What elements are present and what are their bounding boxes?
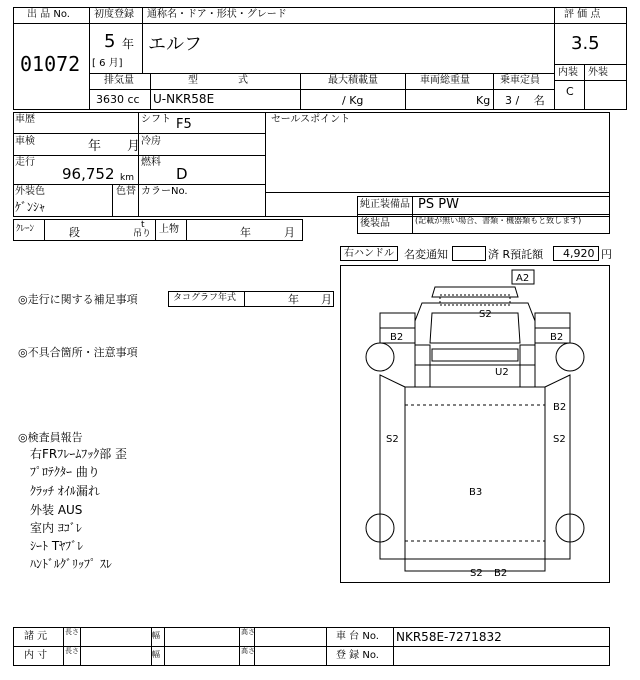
recycle-amount: 4,920 — [563, 247, 595, 260]
recycle-unit: 円 — [601, 248, 612, 261]
fuel-value: D — [176, 165, 188, 183]
diagram-mark: U2 — [495, 367, 509, 378]
first-reg-label: 初度登録 — [94, 9, 134, 20]
capacity-label: 乗車定員 — [500, 75, 540, 86]
lift-label: 吊り — [133, 229, 152, 239]
mileage-label: 走行 — [15, 157, 35, 168]
width-label: 幅 — [152, 650, 160, 659]
rating-value: 3.5 — [571, 33, 600, 54]
damage-diagram — [340, 265, 610, 583]
year-unit: 年 — [122, 37, 135, 51]
gross-weight-label: 車両総重量 — [420, 75, 470, 86]
length-label: 長さ — [65, 628, 79, 636]
color-code-label: カラーNo. — [141, 186, 188, 197]
shift-value: F5 — [176, 117, 192, 132]
chassis-number: NKR58E-7271832 — [396, 630, 502, 644]
diagram-mark: B2 — [494, 568, 508, 579]
diagram-mark: B3 — [469, 487, 483, 498]
mileage-unit: km — [120, 173, 134, 183]
fuel-label: 燃料 — [141, 157, 161, 168]
dimensions-label: 内 寸 — [24, 650, 48, 661]
rating-label: 評 価 点 — [564, 9, 601, 20]
displacement-value: 3630 cc — [96, 93, 140, 106]
registration-label: 登 録 No. — [336, 650, 379, 661]
diagram-mark: S2 — [553, 434, 566, 445]
report-line: ｼｰﾄ Tﾔﾌﾞﾚ — [30, 539, 84, 553]
model-label: 型 式 — [188, 75, 248, 86]
recycle-label: 済 R預託額 — [488, 248, 544, 261]
inspection-label: 車検 — [15, 136, 35, 147]
stage-label: 段 — [69, 226, 80, 239]
tachograph-label: タコグラフ年式 — [173, 293, 237, 303]
lot-number: 01072 — [20, 52, 81, 76]
report-line: ﾊﾝﾄﾞﾙｸﾞﾘｯﾌﾟ ｽﾚ — [30, 557, 112, 571]
max-load-label: 最大積載量 — [328, 75, 378, 86]
height-label: 高さ — [241, 628, 255, 636]
interior-grade: C — [566, 85, 574, 98]
history-label: 車歴 — [15, 114, 35, 125]
exterior-label: 外装 — [588, 67, 608, 78]
diagram-mark: S2 — [479, 309, 492, 320]
exterior-color-value: ｹﾞﾝｼｬ — [15, 200, 46, 214]
crane-label: ｸﾚｰﾝ — [16, 224, 35, 234]
vehicle-label: 通称名・ドア・形状・グレード — [147, 9, 287, 20]
gross-weight-value: Kg — [476, 94, 491, 107]
rhd-label: 右ハンドル — [344, 248, 394, 259]
driving-notes-label: ◎走行に関する補足事項 — [18, 293, 138, 306]
inspection-value: 年 月 — [88, 139, 141, 154]
upper-label: 上物 — [159, 224, 179, 235]
width-label: 幅 — [152, 631, 160, 640]
lot-no-label: 出 品 No. — [27, 9, 70, 20]
diagram-mark: B2 — [553, 402, 567, 413]
name-change-label: 名変通知 — [404, 248, 448, 261]
report-line: 室内 ﾖｺﾞﾚ — [30, 521, 82, 535]
report-line: ｸﾗｯﾁ ｵｲﾙ漏れ — [30, 484, 100, 498]
ton-label: t — [141, 220, 145, 230]
max-load-value: / Kg — [342, 94, 364, 107]
month-value: [ 6 月] — [92, 58, 123, 69]
displacement-label: 排気量 — [104, 75, 134, 86]
report-line: ﾌﾟﾛﾃｸﾀｰ 曲り — [30, 465, 100, 479]
shift-label: シフト — [141, 114, 171, 125]
crane-year-month: 年 月 — [240, 226, 295, 239]
vehicle-name: エルフ — [148, 34, 202, 55]
height-label: 高さ — [241, 647, 255, 655]
chassis-label: 車 台 No. — [336, 631, 379, 642]
spec-label: 諸 元 — [24, 631, 48, 642]
color-no-label: 色替 — [116, 186, 136, 197]
diagram-mark: A2 — [516, 273, 530, 284]
report-line: 右FRﾌﾚｰﾑﾌｯｸ部 歪 — [30, 447, 128, 461]
diagram-mark: S2 — [386, 434, 399, 445]
defects-label: ◎不具合箇所・注意事項 — [18, 346, 138, 359]
diagram-mark: B2 — [390, 332, 404, 343]
genuine-equip-value: PS PW — [418, 197, 459, 212]
capacity-value: 3 / 名 — [505, 94, 545, 107]
inspector-report-label: ◎検査員報告 — [18, 431, 83, 444]
ac-label: 冷房 — [141, 136, 161, 147]
aftermarket-label: 後装品 — [360, 218, 390, 229]
selling-points-label: セールスポイント — [271, 114, 351, 125]
model-value: U-NKR58E — [153, 92, 215, 106]
diagram-mark: B2 — [550, 332, 564, 343]
diagram-mark: S2 — [470, 568, 483, 579]
exterior-color-label: 外装色 — [15, 186, 45, 197]
year-value: 5 — [104, 31, 116, 52]
genuine-equip-label: 純正装備品 — [360, 199, 410, 210]
mileage-value: 96,752 — [62, 165, 115, 183]
report-line: 外装 AUS — [30, 503, 83, 517]
length-label: 長さ — [65, 647, 79, 655]
interior-label: 内装 — [558, 67, 578, 78]
tachograph-value: 年 月 — [288, 293, 332, 306]
aftermarket-note: (記載が無い場合、書類・機器類もと致します) — [415, 216, 582, 225]
